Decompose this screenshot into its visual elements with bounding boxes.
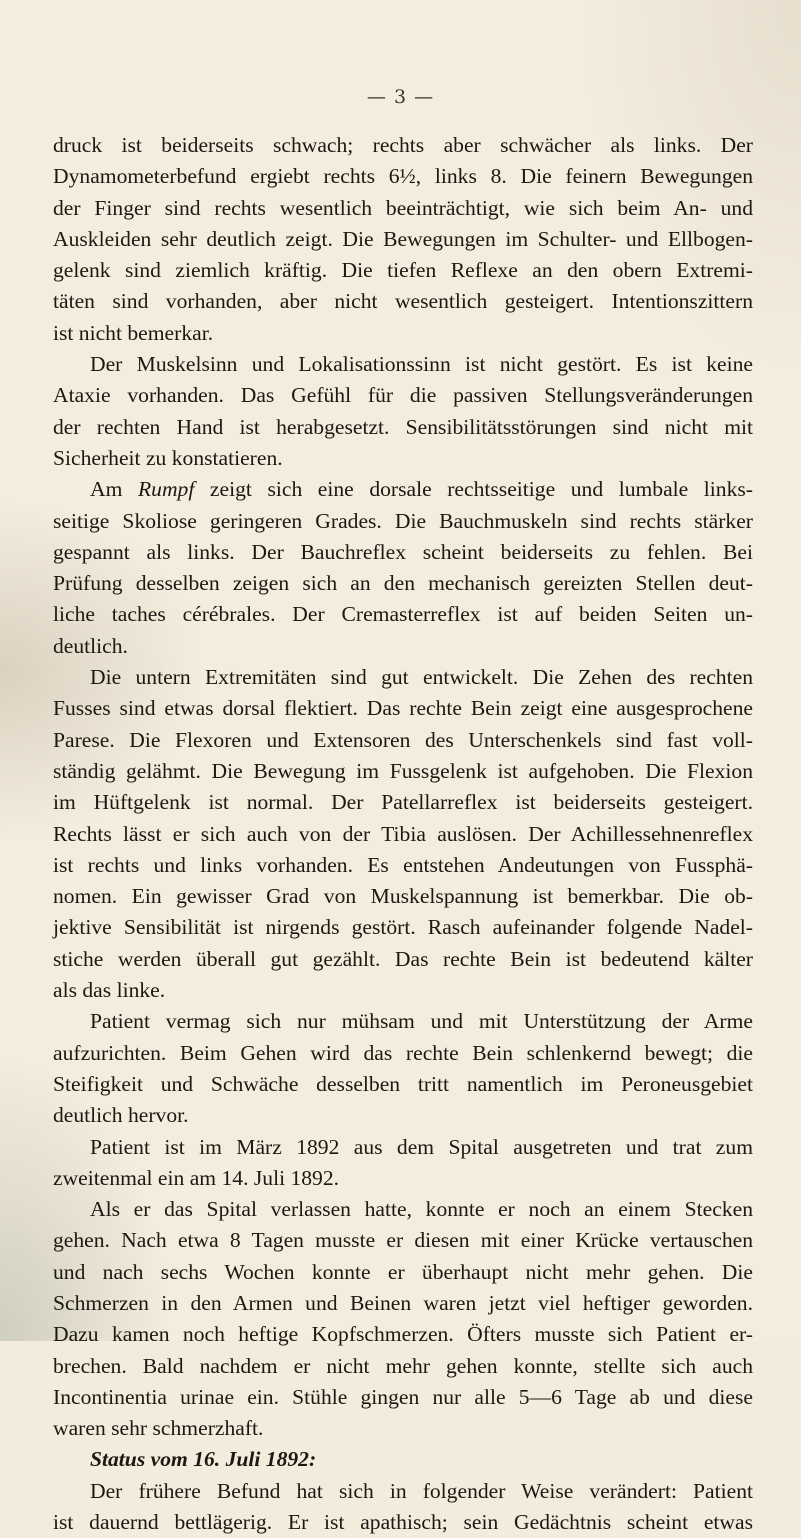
text-line: Incontinentia urinae ein. Stühle gingen nur alle 5—6 Tage ab und diese (53, 1384, 753, 1409)
text-line: ist rechts und links vorhanden. Es entstehen Andeutungen von Fussphä- (53, 852, 753, 877)
text-line: deutlich. (53, 633, 128, 658)
text-line: waren sehr schmerzhaft. (53, 1416, 264, 1441)
text-line: im Hüftgelenk ist normal. Der Patellarreflex ist beiderseits gesteigert. (53, 790, 753, 815)
page-number: — 3 — (366, 86, 435, 108)
text-line: Parese. Die Flexoren und Extensoren des Unterschenkels sind fast voll- (53, 727, 753, 752)
body-text (53, 130, 753, 1538)
text-line: Steifigkeit und Schwäche desselben tritt namentlich im Peroneusgebiet (53, 1071, 753, 1096)
text-line: Patient vermag sich nur mühsam und mit Unterstützung der Arme (90, 1009, 753, 1034)
text-line: Dynamometerbefund ergiebt rechts 6½, links 8. Die feinern Bewegungen (53, 164, 753, 189)
text-line: liche taches cérébrales. Der Cremasterreflex ist auf beiden Seiten un- (53, 602, 753, 627)
emphasized-word: Rumpf (137, 477, 195, 502)
text-line: aufzurichten. Beim Gehen wird das rechte Bein schlenkernd bewegt; die (53, 1040, 753, 1065)
text-line: gespannt als links. Der Bauchreflex scheint beiderseits zu fehlen. Bei (53, 539, 753, 564)
text-line: gehen. Nach etwa 8 Tagen musste er diesen mit einer Krücke vertauschen (53, 1228, 753, 1253)
text-line: ist nicht bemerkar. (53, 320, 214, 345)
text-line: Sicherheit zu konstatieren. (53, 445, 283, 470)
text-line: Die untern Extremitäten sind gut entwickelt. Die Zehen des rechten (90, 665, 753, 690)
text-line: Schmerzen in den Armen und Beinen waren jetzt viel heftiger geworden. (53, 1290, 753, 1315)
text-line: nomen. Ein gewisser Grad von Muskelspannung ist bemerkbar. Die ob- (53, 884, 753, 909)
text-line: täten sind vorhanden, aber nicht wesentlich gesteigert. Intentionszittern (53, 289, 753, 314)
text-line: der rechten Hand ist herabgesetzt. Sensibilitätsstörungen sind nicht mit (53, 414, 753, 439)
text-line: jektive Sensibilität ist nirgends gestört. Rasch aufeinander folgende Nadel- (53, 915, 753, 940)
text-line: brechen. Bald nachdem er nicht mehr gehen konnte, stellte sich auch (53, 1353, 753, 1378)
text-line: Patient ist im März 1892 aus dem Spital ausgetreten und trat zum (90, 1134, 753, 1159)
text-line: Der frühere Befund hat sich in folgender Weise verändert: Patient (90, 1478, 753, 1503)
text-line-prefix: Am (90, 477, 138, 502)
text-line: Der Muskelsinn und Lokalisationssinn ist nicht gestört. Es ist keine (90, 352, 753, 377)
text-line: Fusses sind etwas dorsal flektiert. Das rechte Bein zeigt eine ausgesprochene (53, 696, 753, 721)
text-line: gelenk sind ziemlich kräftig. Die tiefen Reflexe an den obern Extremi- (53, 258, 753, 283)
text-line: stiche werden überall gut gezählt. Das rechte Bein ist bedeutend kälter (53, 946, 753, 971)
text-line-rest: zeigt sich eine dorsale rechtsseitige und lumbale links- (194, 477, 753, 502)
text-line: zweitenmal ein am 14. Juli 1892. (53, 1165, 340, 1190)
text-line: als das linke. (53, 978, 166, 1003)
text-line: seitige Skoliose geringeren Grades. Die Bauchmuskeln sind rechts stärker (53, 508, 753, 533)
text-line: Als er das Spital verlassen hatte, konnte er noch an einem Stecken (90, 1197, 753, 1222)
text-line: deutlich hervor. (53, 1103, 189, 1128)
text-line (53, 474, 753, 505)
text-line: Auskleiden sehr deutlich zeigt. Die Bewegungen im Schulter- und Ellbogen- (53, 226, 753, 251)
text-line: ständig gelähmt. Die Bewegung im Fussgelenk ist aufgehoben. Die Flexion (53, 758, 753, 783)
text-line: ist dauernd bettlägerig. Er ist apathisch; sein Gedächtnis scheint etwas (53, 1510, 753, 1535)
text-line: druck ist beiderseits schwach; rechts aber schwächer als links. Der (53, 133, 753, 157)
text-line: Dazu kamen noch heftige Kopfschmerzen. Öfters musste sich Patient er- (53, 1322, 753, 1347)
text-line: Prüfung desselben zeigen sich an den mechanisch gereizten Stellen deut- (53, 571, 753, 596)
text-line: und nach sechs Wochen konnte er überhaupt nicht mehr gehen. Die (53, 1259, 753, 1284)
text-line: Ataxie vorhanden. Das Gefühl für die passiven Stellungsveränderungen (53, 383, 753, 408)
text-line: Status vom 16. Juli 1892: (90, 1447, 317, 1472)
text-line: Rechts lässt er sich auch von der Tibia auslösen. Der Achillessehnenreflex (53, 821, 753, 846)
text-line: der Finger sind rechts wesentlich beeinträchtigt, wie sich beim An- und (53, 195, 753, 220)
